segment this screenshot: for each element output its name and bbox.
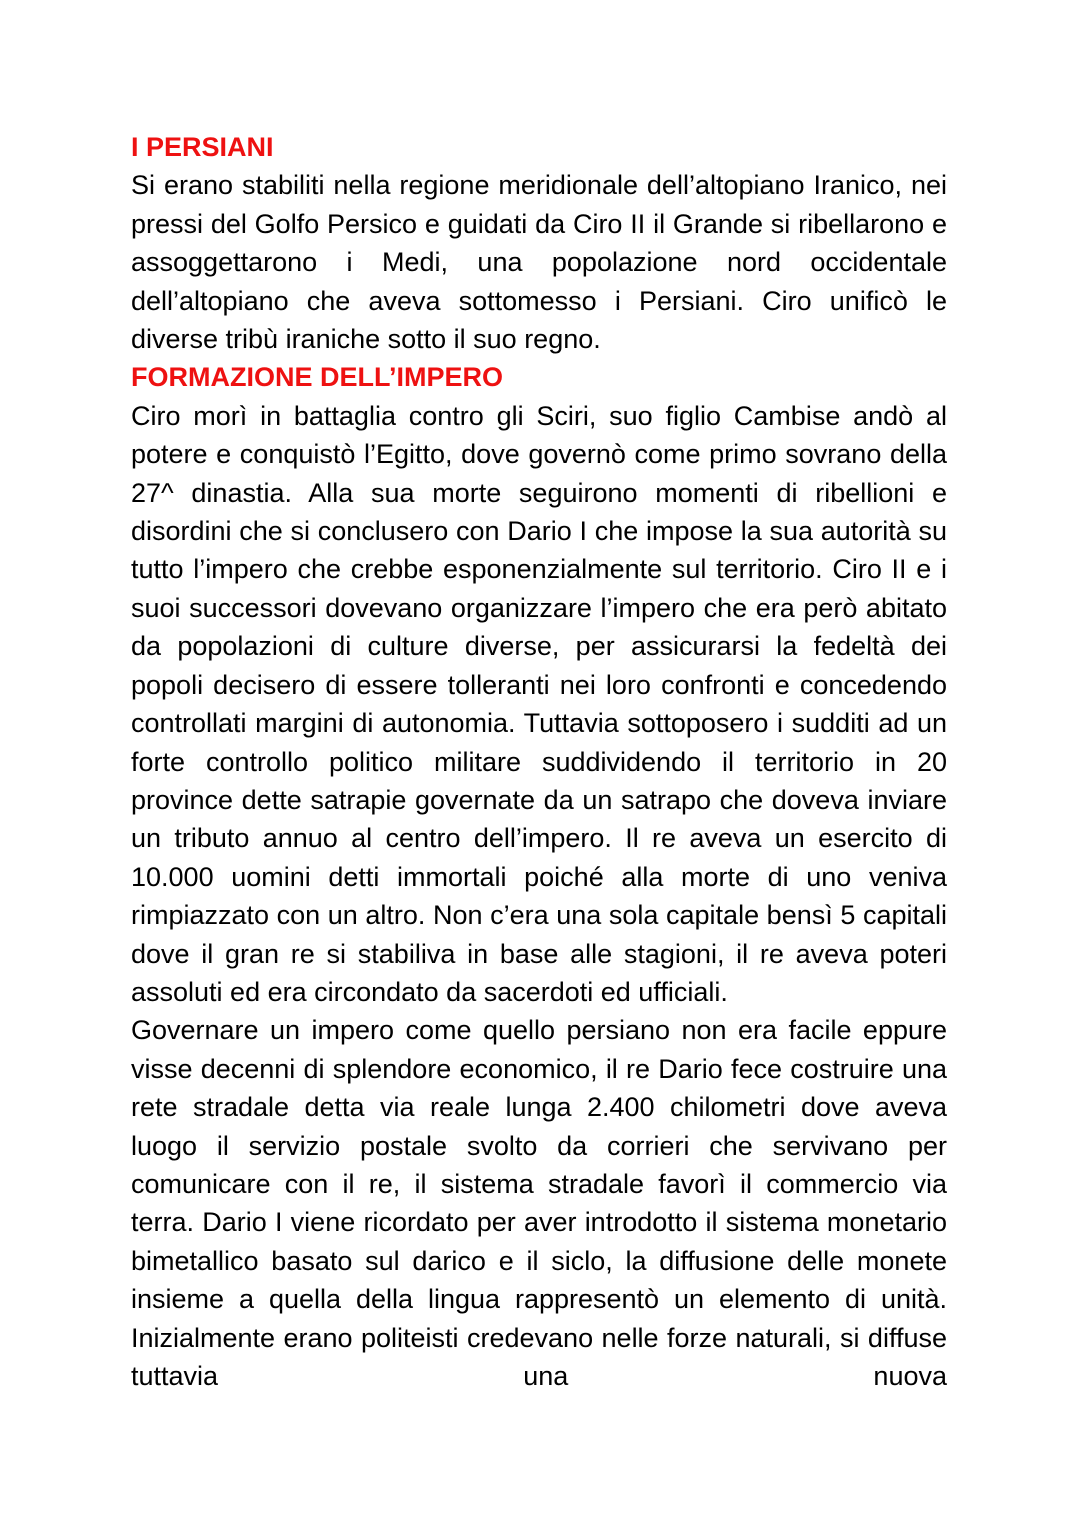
paragraph-governare: Governare un impero come quello persiano non era facile eppure visse decenni di splendore economico, il re Dario fece costruire una rete stradale detta via reale lunga 2.400 chilometri dove aveva luogo il servizio postale svolto da corrieri che servivano per comunicare con il re, il sistema stradale favorì il commercio via terra. Dario I viene ricordato per aver introdotto il sistema monetario bimetallico basato sul darico e il siclo, la diffusione delle monete insieme a quella della lingua rappresentò un elemento di unità. Inizialmente erano politeisti credevano nelle forze naturali, si diffuse tuttavia una nuova	[131, 1015, 947, 1391]
heading-formazione-impero: FORMAZIONE DELL’IMPERO	[131, 362, 504, 393]
heading-i-persiani: I PERSIANI	[131, 132, 274, 162]
document-page	[131, 128, 947, 1395]
paragraph-intro: Si erano stabiliti nella regione meridionale dell’altopiano Iranico, nei pressi del Golfo Persico e guidati da Ciro II il Grande si ribellarono e assoggettarono i Medi, una popolazione nord occidentale dell’altopiano che aveva sottomesso i Persiani. Ciro unificò le diverse tribù iraniche sotto il suo regno.	[131, 170, 947, 355]
paragraph-formazione: Ciro morì in battaglia contro gli Sciri, suo figlio Cambise andò al potere e conquistò l’Egitto, dove governò come primo sovrano della 27^ dinastia. Alla sua morte seguirono momenti di ribellioni e disordini che si conclusero con Dario I che impose la sua autorità su tutto l’impero che crebbe esponenzialmente sul territorio. Ciro II e i suoi successori dovevano organizzare l’impero che era però abitato da popolazioni di culture diverse, per assicurarsi la fedeltà dei popoli decisero di essere tolleranti nei loro confronti e concedendo controllati margini di autonomia. Tuttavia sottoposero i sudditi ad un forte controllo politico militare suddividendo il territorio in 20 province dette satrapie governate da un satrapo che doveva inviare un tributo annuo al centro dell’impero. Il re aveva un esercito di 10.000 uomini detti immortali poiché alla morte di uno veniva rimpiazzato con un altro. Non c’era una sola capitale bensì 5 capitali dove il gran re si stabiliva in base alle stagioni, il re aveva poteri assoluti ed era circondato da sacerdoti ed ufficiali.	[131, 400, 947, 1007]
